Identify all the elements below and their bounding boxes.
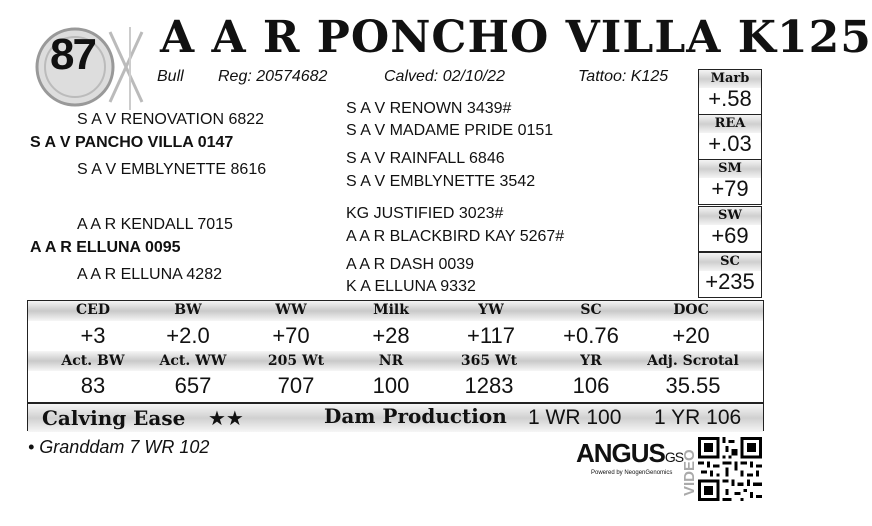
actual-header: Act. BW <box>61 353 125 369</box>
epd-box-sc <box>698 252 762 298</box>
epd-header: YW <box>478 302 504 318</box>
epd-value: +70 <box>272 323 310 348</box>
epd-box-marb <box>698 69 762 115</box>
sire-dam: S A V EMBLYNETTE 8616 <box>77 161 267 178</box>
epd-value: +20 <box>672 323 710 348</box>
sire-sire-dam: S A V MADAME PRIDE 0151 <box>346 122 554 139</box>
angus-logo <box>576 438 683 469</box>
calving-ease-stars: ★★ <box>208 408 244 430</box>
actual-value: 1283 <box>464 373 514 398</box>
epd-label: SW <box>699 207 761 225</box>
summary-row <box>28 402 763 432</box>
animal-name: A A R PONCHO VILLA K125 <box>160 12 872 63</box>
epd-header: WW <box>275 302 307 318</box>
epd-value: +28 <box>372 323 410 348</box>
angus-logo-text: ANGUS <box>576 438 665 468</box>
epd-value: +.58 <box>708 86 752 111</box>
actual-header: Act. WW <box>159 353 227 369</box>
actual-header: 205 Wt <box>267 353 325 369</box>
actual-value: 100 <box>372 373 410 398</box>
dam-sire: A A R KENDALL 7015 <box>77 216 233 233</box>
actual-header: 365 Wt <box>460 353 518 369</box>
registration-number: Reg: 20574682 <box>218 68 328 85</box>
qr-code-icon[interactable] <box>698 437 762 501</box>
lot-number: 87 <box>50 30 95 79</box>
tattoo: Tattoo: K125 <box>578 68 669 85</box>
epd-header: SC <box>580 302 602 318</box>
actual-header: Adj. Scrotal <box>647 353 739 369</box>
calving-ease-label: Calving Ease <box>42 406 186 430</box>
dam-production-label: Dam Production <box>324 404 507 428</box>
epd-label: REA <box>699 115 761 133</box>
dam-yr: 1 YR 106 <box>654 406 742 429</box>
performance-grid <box>27 300 764 431</box>
actual-value: 35.55 <box>665 373 721 398</box>
epd-label: SC <box>699 253 761 271</box>
dam-wr: 1 WR 100 <box>528 406 622 429</box>
sex-label: Bull <box>157 68 184 85</box>
footnote: • Granddam 7 WR 102 <box>28 437 210 457</box>
epd-header: DOC <box>673 302 709 318</box>
actual-header: NR <box>378 353 404 369</box>
dam-sire-dam: A A R BLACKBIRD KAY 5267# <box>346 228 565 245</box>
video-label <box>680 438 698 498</box>
epd-box-rea <box>698 114 762 160</box>
actual-value: 707 <box>277 373 315 398</box>
dam-sire-sire: KG JUSTIFIED 3023# <box>346 205 504 222</box>
sire-dam-dam: S A V EMBLYNETTE 3542 <box>346 173 536 190</box>
epd-header: CED <box>76 302 110 318</box>
epd-header: Milk <box>373 302 409 318</box>
epd-value: +2.0 <box>166 323 210 348</box>
dam-dam-sire: A A R DASH 0039 <box>346 256 475 273</box>
calved-date: Calved: 02/10/22 <box>384 68 505 85</box>
epd-value: +.03 <box>708 131 752 156</box>
epd-value: +0.76 <box>563 323 619 348</box>
actual-header: YR <box>580 353 602 369</box>
epd-label: SM <box>699 160 761 178</box>
epd-box-sw <box>698 206 762 252</box>
epd-value: +69 <box>711 223 749 248</box>
dam-dam-dam: K A ELLUNA 9332 <box>346 278 476 295</box>
actual-value: 657 <box>174 373 212 398</box>
actual-value: 106 <box>572 373 610 398</box>
sire-sire-sire: S A V RENOWN 3439# <box>346 100 512 117</box>
sire: S A V PANCHO VILLA 0147 <box>30 134 234 151</box>
epd-box-sm <box>698 159 762 205</box>
epd-value: +79 <box>711 176 749 201</box>
sire-sire: S A V RENOVATION 6822 <box>77 111 265 128</box>
sire-dam-sire: S A V RAINFALL 6846 <box>346 150 505 167</box>
epd-value: +3 <box>80 323 106 348</box>
epd-header: BW <box>174 302 202 318</box>
angus-logo-suffix: GS <box>664 449 684 465</box>
epd-value: +235 <box>705 269 755 294</box>
video-text: VIDEO <box>681 449 698 496</box>
actual-value: 83 <box>80 373 106 398</box>
dam: A A R ELLUNA 0095 <box>30 239 181 256</box>
angus-tagline: Powered by NeogenGenomics <box>591 470 673 476</box>
dam-dam: A A R ELLUNA 4282 <box>77 266 222 283</box>
epd-label: Marb <box>699 70 761 88</box>
epd-value: +117 <box>467 323 515 348</box>
